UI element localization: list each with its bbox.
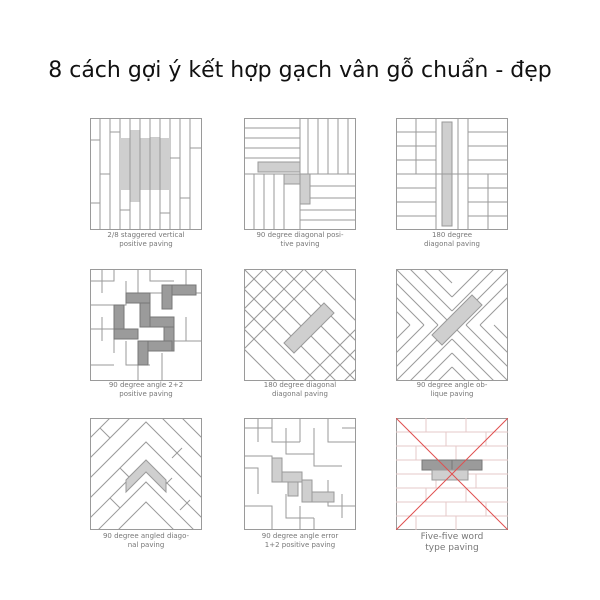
pattern-staggered-vertical xyxy=(90,118,202,230)
caption-5-line-2: diagonal paving xyxy=(272,390,328,398)
caption-1-line-2: positive paving xyxy=(119,240,173,248)
pattern-180-diagonal xyxy=(396,118,508,230)
pattern-angle-2-2 xyxy=(90,269,202,381)
caption-6 xyxy=(377,381,527,399)
caption-2 xyxy=(225,231,375,249)
caption-2-line-1: 90 degree diagonal posi- xyxy=(256,231,344,239)
caption-4-line-1: 90 degree angle 2+2 xyxy=(108,381,184,389)
pattern-2-svg xyxy=(244,118,356,230)
caption-7 xyxy=(71,532,221,550)
caption-1 xyxy=(71,231,221,249)
caption-8-line-1: 90 degree angle error xyxy=(261,532,339,540)
pattern-9-svg xyxy=(396,418,508,530)
caption-9-line-2: type paving xyxy=(425,543,479,553)
caption-9 xyxy=(377,532,527,554)
pattern-five-five xyxy=(396,418,508,530)
caption-4 xyxy=(71,381,221,399)
caption-8-line-2: 1+2 positive paving xyxy=(264,541,336,549)
page-title: 8 cách gợi ý kết hợp gạch vân gỗ chuẩn - đẹp xyxy=(48,58,552,83)
pattern-herringbone xyxy=(90,418,202,530)
caption-3-line-2: diagonal paving xyxy=(424,240,480,248)
caption-4-line-2: positive paving xyxy=(119,390,173,398)
caption-1-line-1: 2/8 staggered vertical xyxy=(107,231,185,239)
caption-8 xyxy=(225,532,375,550)
caption-5 xyxy=(225,381,375,399)
caption-9-line-1: Five-five word xyxy=(420,532,484,542)
caption-6-line-1: 90 degree angle ob- xyxy=(416,381,488,389)
pattern-8-svg xyxy=(244,418,356,530)
pattern-angle-error-1-2 xyxy=(244,418,356,530)
caption-5-line-1: 180 degree diagonal xyxy=(263,381,337,389)
pattern-5-svg xyxy=(244,269,356,381)
pattern-diagonal-positive xyxy=(244,118,356,230)
pattern-180-diagonal-diagonal xyxy=(244,269,356,381)
caption-7-line-2: nal paving xyxy=(127,541,165,549)
caption-6-line-2: lique paving xyxy=(430,390,474,398)
pattern-1-svg xyxy=(90,118,202,230)
pattern-6-svg xyxy=(396,269,508,381)
caption-3 xyxy=(377,231,527,249)
caption-7-line-1: 90 degree angled diago- xyxy=(102,532,190,540)
pattern-3-svg xyxy=(396,118,508,230)
caption-2-line-2: tive paving xyxy=(280,240,320,248)
pattern-4-svg xyxy=(90,269,202,381)
pattern-angle-oblique xyxy=(396,269,508,381)
caption-3-line-1: 180 degree xyxy=(431,231,473,239)
pattern-7-svg xyxy=(90,418,202,530)
